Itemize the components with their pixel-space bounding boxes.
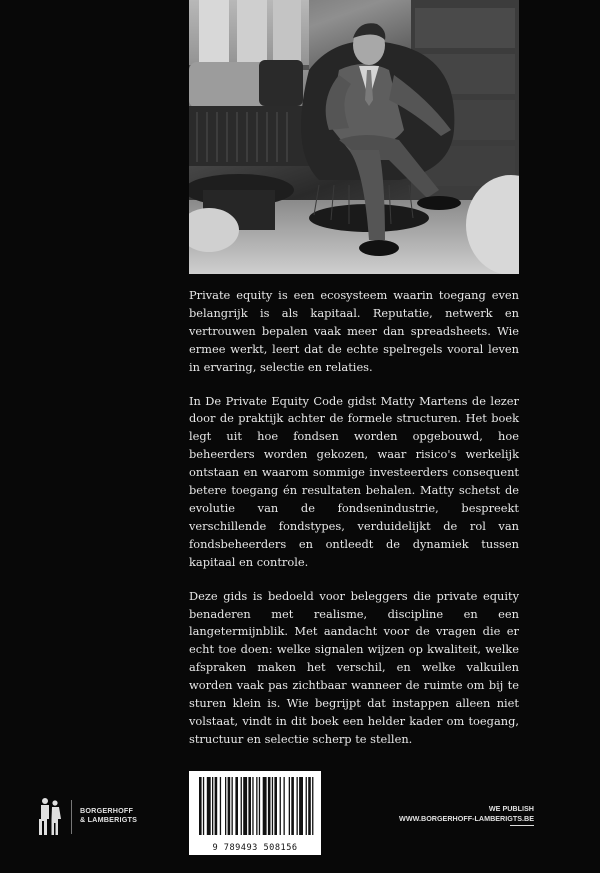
blurb <box>189 287 519 765</box>
barcode-bar <box>284 777 285 835</box>
barcode-bar <box>212 777 213 835</box>
barcode-bar <box>259 777 260 835</box>
barcode-bar <box>225 777 226 835</box>
barcode-bar <box>291 777 294 835</box>
barcode-bar <box>232 777 233 835</box>
barcode-bar <box>256 777 257 835</box>
barcode-bar <box>228 777 231 835</box>
barcode-bar <box>220 777 221 835</box>
barcode-bar <box>299 777 303 835</box>
barcode-bar <box>312 777 313 835</box>
barcode-bar <box>280 777 281 835</box>
publisher-website: WWW.BORGERHOFF-LAMBERIGTS.BE <box>399 813 534 823</box>
barcode-bar <box>207 777 211 835</box>
publisher-logo-icon <box>37 797 63 841</box>
barcode-bar <box>263 777 267 835</box>
isbn-barcode <box>189 771 321 855</box>
barcode-bar <box>274 777 277 835</box>
isbn-number: 9 789493 508156 <box>212 843 298 853</box>
publisher-name-line2: & LAMBERIGTS <box>80 815 138 824</box>
blurb-paragraph-1: Private equity is een ecosysteem waarin toegang even belangrijk is als kapitaal. Reputatie, netwerk en vertrouwen bepalen vaak meer dan spreadsheets. Wie ermee werkt, leert dat de echte spelregels vooral leven in ervaring, selectie en relaties. <box>189 288 519 374</box>
publisher-name <box>80 806 137 824</box>
barcode-bar <box>235 777 238 835</box>
barcode-bar <box>199 777 202 835</box>
barcode-bar <box>203 777 204 835</box>
barcode-bar <box>289 777 290 835</box>
logo-divider <box>71 800 72 834</box>
barcode-bar <box>308 777 311 835</box>
barcode-bar <box>268 777 271 835</box>
blurb-paragraph-3: Deze gids is bedoeld voor beleggers die private equity benaderen met realisme, discipline en een langetermijnblik. Met aandacht voor de vragen die er echt toe doen: welke signalen wijzen op kwaliteit, welke afspraken maken het verschil, en welke valkuilen worden vaak pas zichtbaar wanneer de ruimte om bij te sturen klein is. Wie begrijpt dat instappen alleen niet volstaat, vindt in dit boek een helder kader om toegang, structuur en selectie scherp te stellen. <box>189 588 519 746</box>
barcode-bar <box>252 777 253 835</box>
barcode-bar <box>215 777 218 835</box>
website-underline <box>510 825 534 826</box>
publisher-name-line1: BORGERHOFF <box>80 806 134 815</box>
barcode-bar <box>297 777 298 835</box>
barcode-bar <box>241 777 242 835</box>
blurb-paragraph-2: In De Private Equity Code gidst Matty Martens de lezer door de praktijk achter de formele structuren. Het boek legt uit hoe fondsen worden opgebouwd, hoe beheerders worden gekozen, waar risico's werkelijk ontstaan en waarom sommige investeerders consequent betere toegang én resultaten behalen. Matty schetst de evolutie van de fondsenindustrie, bespreekt verschillende fondstypes, verduidelijkt de rol van fondsbeheerders en ontleedt de dynamiek tussen kapitaal en controle. <box>189 393 519 569</box>
publisher-tagline: WE PUBLISH <box>488 804 534 813</box>
barcode-bar <box>248 777 251 835</box>
barcode-bar <box>272 777 273 835</box>
barcode-bar <box>306 777 307 835</box>
author-photo <box>189 0 519 274</box>
barcode-bar <box>243 777 247 835</box>
publisher-info <box>399 804 534 826</box>
